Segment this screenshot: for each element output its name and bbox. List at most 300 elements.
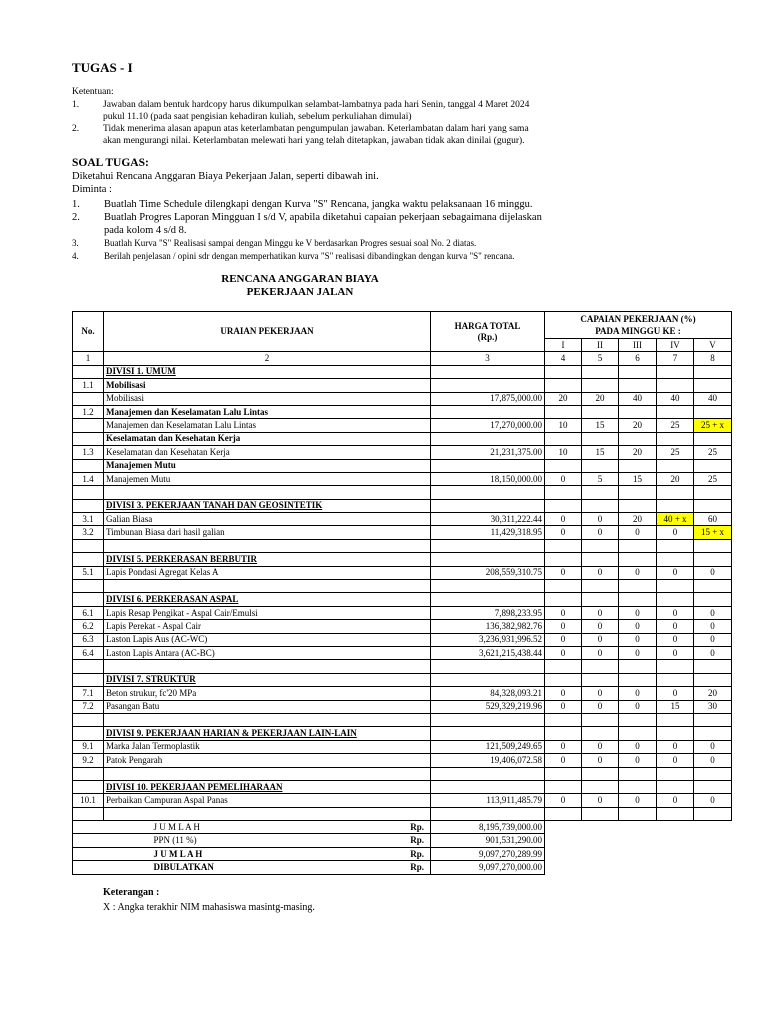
- week-cell: 0: [619, 794, 657, 807]
- week-cell: 0: [582, 526, 619, 539]
- ketentuan-item-number: 2.: [72, 124, 80, 134]
- harga-cell: 121,509,249.65: [431, 740, 545, 753]
- harga-cell: [431, 553, 545, 566]
- table-row: [73, 553, 732, 566]
- summary-blank: [73, 861, 104, 874]
- week-cell-highlighted: 15 + x: [694, 526, 732, 539]
- harga-cell: 84,328,093.21: [431, 687, 545, 700]
- week-cell: 0: [619, 646, 657, 659]
- week-cell: 20: [619, 513, 657, 526]
- uraian-cell: Marka Jalan Termoplastik: [104, 740, 431, 753]
- no-cell: [73, 727, 104, 740]
- uraian-cell: Manajemen dan Keselamatan Lalu Lintas: [104, 419, 431, 432]
- rab-title-line-2: PEKERJAAN JALAN: [246, 286, 354, 298]
- harga-cell: [431, 539, 545, 552]
- column-number: 4: [545, 352, 582, 365]
- table-row: [73, 780, 732, 793]
- summary-currency: Rp.: [410, 848, 424, 859]
- week-cell: [545, 660, 582, 673]
- column-number: 8: [694, 352, 732, 365]
- week-cell: [619, 539, 657, 552]
- ketentuan-item-text: [103, 99, 623, 123]
- keterangan-note: X : Angka terakhir NIM mahasiswa masintg-masing.: [103, 902, 315, 913]
- week-cell: [545, 405, 582, 418]
- uraian-cell: [104, 660, 431, 673]
- week-cell: [657, 713, 694, 726]
- no-cell: 6.3: [73, 633, 104, 646]
- summary-empty: [545, 834, 732, 847]
- week-cell: 0: [545, 513, 582, 526]
- no-cell: 1.2: [73, 405, 104, 418]
- header-uraian: URAIAN PEKERJAAN: [104, 312, 431, 352]
- week-cell: [694, 459, 732, 472]
- week-cell: [582, 673, 619, 686]
- week-cell: [657, 807, 694, 820]
- week-cell: [545, 432, 582, 445]
- no-cell: [73, 767, 104, 780]
- week-header: I: [545, 339, 582, 352]
- week-cell: [657, 580, 694, 593]
- week-cell: 25: [694, 446, 732, 459]
- week-cell: 20: [619, 419, 657, 432]
- week-cell: [545, 539, 582, 552]
- week-cell: [582, 553, 619, 566]
- week-cell: 0: [545, 566, 582, 579]
- harga-cell: [431, 486, 545, 499]
- week-cell: 40: [694, 392, 732, 405]
- header-harga-unit: (Rp.): [477, 331, 498, 342]
- week-cell: [582, 486, 619, 499]
- week-cell: 0: [657, 633, 694, 646]
- division-heading: DIVISI 10. PEKERJAAN PEMELIHARAAN: [104, 780, 431, 793]
- table-row: [73, 593, 732, 606]
- no-cell: [73, 593, 104, 606]
- harga-cell: 18,150,000.00: [431, 472, 545, 485]
- week-cell: [582, 365, 619, 378]
- week-header: V: [694, 339, 732, 352]
- week-cell: [694, 767, 732, 780]
- division-heading: DIVISI 6. PERKERASAN ASPAL: [104, 593, 431, 606]
- harga-cell: [431, 499, 545, 512]
- week-cell: 0: [582, 700, 619, 713]
- column-number: 6: [619, 352, 657, 365]
- week-cell: [545, 767, 582, 780]
- harga-cell: 3,621,215,438.44: [431, 646, 545, 659]
- soal-heading: SOAL TUGAS:: [72, 157, 149, 169]
- week-cell: [545, 365, 582, 378]
- week-cell: [619, 767, 657, 780]
- column-number: 5: [582, 352, 619, 365]
- summary-empty: [545, 847, 732, 860]
- no-cell: [73, 713, 104, 726]
- uraian-cell: Laston Lapis Aus (AC-WC): [104, 633, 431, 646]
- no-cell: [73, 365, 104, 378]
- week-cell: [545, 553, 582, 566]
- uraian-cell: Galian Biasa: [104, 513, 431, 526]
- harga-cell: 30,311,222.44: [431, 513, 545, 526]
- uraian-cell: Mobilisasi: [104, 392, 431, 405]
- week-cell: 0: [657, 646, 694, 659]
- week-cell: 15: [619, 472, 657, 485]
- harga-cell: 21,231,375.00: [431, 446, 545, 459]
- no-cell: 9.1: [73, 740, 104, 753]
- week-cell: [694, 379, 732, 392]
- table-row: [73, 767, 732, 780]
- harga-cell: [431, 713, 545, 726]
- week-cell: 0: [619, 754, 657, 767]
- week-cell: [582, 780, 619, 793]
- week-cell: [657, 486, 694, 499]
- no-cell: 6.2: [73, 620, 104, 633]
- table-row: [73, 687, 732, 700]
- week-cell: [694, 727, 732, 740]
- week-cell: [619, 780, 657, 793]
- week-cell: 0: [657, 566, 694, 579]
- week-cell: [582, 660, 619, 673]
- table-row: [73, 727, 732, 740]
- week-cell: [657, 727, 694, 740]
- soal-item-text: Buatlah Kurva "S" Realisasi sampai dengan Minggu ke V berdasarkan Progres sesuai soal No. 2 diatas.: [104, 238, 477, 248]
- uraian-cell: Patok Pengarah: [104, 754, 431, 767]
- table-colnum-row: [73, 352, 732, 365]
- ketentuan-heading: Ketentuan:: [72, 87, 114, 97]
- soal-item-number: 4.: [72, 251, 79, 261]
- week-cell: 15: [582, 419, 619, 432]
- table-row: [73, 713, 732, 726]
- summary-value: 9,097,270,289.99: [431, 847, 545, 860]
- week-cell: 0: [545, 687, 582, 700]
- week-cell: 0: [694, 633, 732, 646]
- no-cell: [73, 432, 104, 445]
- week-cell: [657, 405, 694, 418]
- subsection-heading: Keselamatan dan Kesehatan Kerja: [104, 432, 431, 445]
- summary-blank: [73, 834, 104, 847]
- soal-item-line: pada kolom 4 s/d 8.: [104, 225, 187, 236]
- week-cell: 0: [582, 646, 619, 659]
- no-cell: 6.4: [73, 646, 104, 659]
- table-row: [73, 513, 732, 526]
- week-cell: 0: [582, 513, 619, 526]
- ketentuan-item-line: akan mengurangi nilai. Keterlambatan melewati hari yang telah ditetapkan, jawaban tidak akan dinilai (gugur).: [103, 136, 525, 146]
- week-cell: 0: [694, 794, 732, 807]
- summary-value: 8,195,739,000.00: [431, 821, 545, 834]
- table-row: [73, 580, 732, 593]
- week-cell: [619, 486, 657, 499]
- week-cell: 0: [582, 740, 619, 753]
- table-row: [73, 499, 732, 512]
- week-cell: 0: [657, 794, 694, 807]
- week-cell: 0: [619, 740, 657, 753]
- week-cell: 15: [657, 700, 694, 713]
- assignment-title: TUGAS - I: [72, 60, 133, 75]
- table-row: [73, 566, 732, 579]
- week-cell: 10: [545, 419, 582, 432]
- summary-uraian: [104, 834, 431, 847]
- table-row: [73, 432, 732, 445]
- summary-uraian: [104, 821, 431, 834]
- summary-blank: [73, 847, 104, 860]
- week-cell: 60: [694, 513, 732, 526]
- week-cell: [694, 580, 732, 593]
- week-cell: [619, 405, 657, 418]
- harga-cell: [431, 807, 545, 820]
- table-row: [73, 646, 732, 659]
- soal-item-text: Buatlah Time Schedule dilengkapi dengan Kurva "S" Rencana, jangka waktu pelaksanaan 16 minggu.: [104, 199, 533, 210]
- week-header: IV: [657, 339, 694, 352]
- week-cell: 0: [582, 620, 619, 633]
- week-cell: [657, 365, 694, 378]
- week-cell: [582, 767, 619, 780]
- division-heading: DIVISI 9. PEKERJAAN HARIAN & PEKERJAAN LAIN-LAIN: [104, 727, 431, 740]
- harga-cell: 136,382,982.76: [431, 620, 545, 633]
- week-header: III: [619, 339, 657, 352]
- summary-label: PPN (11 %): [153, 835, 197, 846]
- harga-cell: 11,429,318.95: [431, 526, 545, 539]
- week-cell: 15: [582, 446, 619, 459]
- week-cell: 0: [619, 566, 657, 579]
- table-row: [73, 620, 732, 633]
- harga-cell: 7,898,233.95: [431, 606, 545, 619]
- week-cell: [582, 727, 619, 740]
- week-cell: [582, 580, 619, 593]
- uraian-cell: [104, 539, 431, 552]
- week-cell: [619, 807, 657, 820]
- week-cell: 0: [619, 620, 657, 633]
- header-no: No.: [73, 312, 104, 352]
- week-cell: 5: [582, 472, 619, 485]
- harga-cell: [431, 405, 545, 418]
- no-cell: 5.1: [73, 566, 104, 579]
- week-cell: [657, 432, 694, 445]
- week-cell: [582, 499, 619, 512]
- week-cell: 25: [694, 472, 732, 485]
- summary-currency: Rp.: [410, 861, 424, 872]
- table-row: [73, 472, 732, 485]
- week-cell: [582, 405, 619, 418]
- no-cell: [73, 486, 104, 499]
- uraian-cell: Manajemen Mutu: [104, 472, 431, 485]
- week-cell: [619, 660, 657, 673]
- week-cell: [694, 365, 732, 378]
- week-cell: 20: [619, 446, 657, 459]
- week-cell: 0: [545, 700, 582, 713]
- table-row: [73, 459, 732, 472]
- no-cell: 7.1: [73, 687, 104, 700]
- week-cell: 0: [694, 620, 732, 633]
- uraian-cell: Keselamatan dan Kesehatan Kerja: [104, 446, 431, 459]
- week-cell: 0: [582, 754, 619, 767]
- column-number: 7: [657, 352, 694, 365]
- week-cell: [657, 767, 694, 780]
- uraian-cell: Pasangan Batu: [104, 700, 431, 713]
- soal-item-line: Buatlah Progres Laporan Mingguan I s/d V, apabila diketahui capaian pekerjaan sebagaimana dijelaskan: [104, 212, 542, 223]
- summary-label: DIBULATKAN: [153, 861, 214, 872]
- harga-cell: 208,559,310.75: [431, 566, 545, 579]
- week-cell: [619, 365, 657, 378]
- table-row: [73, 365, 732, 378]
- week-cell: [657, 499, 694, 512]
- header-harga: [431, 312, 545, 352]
- table-row: [73, 606, 732, 619]
- table-header-row: [73, 312, 732, 339]
- week-cell: [694, 553, 732, 566]
- week-cell: [545, 379, 582, 392]
- week-cell: [582, 593, 619, 606]
- uraian-cell: [104, 713, 431, 726]
- week-cell: [619, 673, 657, 686]
- no-cell: 6.1: [73, 606, 104, 619]
- table-row: [73, 419, 732, 432]
- uraian-cell: Lapis Resap Pengikat - Aspal Cair/Emulsi: [104, 606, 431, 619]
- week-cell: 0: [582, 687, 619, 700]
- division-heading: DIVISI 3. PEKERJAAN TANAH DAN GEOSINTETIK: [104, 499, 431, 512]
- summary-row: [73, 834, 732, 847]
- week-cell: [582, 713, 619, 726]
- no-cell: 1.4: [73, 472, 104, 485]
- no-cell: [73, 539, 104, 552]
- week-header: II: [582, 339, 619, 352]
- soal-intro: Diketahui Rencana Anggaran Biaya Pekerjaan Jalan, seperti dibawah ini.: [72, 171, 379, 182]
- uraian-cell: [104, 807, 431, 820]
- table-row: [73, 700, 732, 713]
- week-cell: 0: [545, 740, 582, 753]
- subsection-heading: Manajemen dan Keselamatan Lalu Lintas: [104, 405, 431, 418]
- harga-cell: [431, 767, 545, 780]
- table-row: [73, 526, 732, 539]
- no-cell: 3.1: [73, 513, 104, 526]
- week-cell: 0: [545, 620, 582, 633]
- week-cell: [619, 727, 657, 740]
- week-cell: 0: [657, 754, 694, 767]
- week-cell: 0: [545, 526, 582, 539]
- column-number: 1: [73, 352, 104, 365]
- week-cell: 0: [694, 646, 732, 659]
- division-heading: DIVISI 7. STRUKTUR: [104, 673, 431, 686]
- ketentuan-item-line: Jawaban dalam bentuk hardcopy harus dikumpulkan selambat-lambatnya pada hari Senin, tanggal 4 Maret 2024: [103, 100, 530, 110]
- week-cell: 0: [619, 633, 657, 646]
- no-cell: [73, 459, 104, 472]
- summary-empty: [545, 821, 732, 834]
- soal-diminta: Diminta :: [72, 184, 112, 195]
- week-cell: 0: [657, 526, 694, 539]
- ketentuan-item-text: [103, 123, 623, 147]
- week-cell: [582, 379, 619, 392]
- no-cell: 3.2: [73, 526, 104, 539]
- week-cell: 0: [657, 740, 694, 753]
- no-cell: [73, 392, 104, 405]
- table-row: [73, 794, 732, 807]
- subsection-heading: Mobilisasi: [104, 379, 431, 392]
- no-cell: 9.2: [73, 754, 104, 767]
- harga-cell: [431, 459, 545, 472]
- subsection-heading: Manajemen Mutu: [104, 459, 431, 472]
- harga-cell: [431, 660, 545, 673]
- week-cell: [545, 580, 582, 593]
- ketentuan-item-line: pukul 11.10 (pada saat pengisian kehadiran kuliah, sebelum perkuliahan dimulai): [103, 112, 412, 122]
- week-cell: [694, 486, 732, 499]
- no-cell: 7.2: [73, 700, 104, 713]
- week-cell: 0: [582, 606, 619, 619]
- week-cell: [694, 593, 732, 606]
- week-cell: 40: [657, 392, 694, 405]
- no-cell: 1.1: [73, 379, 104, 392]
- division-heading: DIVISI 1. UMUM: [104, 365, 431, 378]
- week-cell: [657, 593, 694, 606]
- summary-blank: [73, 821, 104, 834]
- soal-item-text: [104, 211, 644, 237]
- week-cell: [694, 499, 732, 512]
- week-cell: 0: [582, 566, 619, 579]
- summary-row: [73, 847, 732, 860]
- soal-item-text: Berilah penjelasan / opini sdr dengan memperhatikan kurva "S" realisasi dibandingkan dengan kurva "S" rencana.: [104, 251, 515, 261]
- table-row: [73, 405, 732, 418]
- header-capaian-label: CAPAIAN PEKERJAAN (%): [580, 314, 696, 324]
- table-row: [73, 754, 732, 767]
- summary-currency: Rp.: [410, 835, 424, 846]
- week-cell: [657, 660, 694, 673]
- soal-item-number: 1.: [72, 199, 80, 210]
- week-cell: [694, 432, 732, 445]
- week-cell: 0: [545, 472, 582, 485]
- week-cell: [694, 539, 732, 552]
- week-cell-highlighted: 25 + x: [694, 419, 732, 432]
- uraian-cell: Lapis Pondasi Agregat Kelas A: [104, 566, 431, 579]
- week-cell: 0: [657, 687, 694, 700]
- summary-empty: [545, 861, 732, 874]
- uraian-cell: Timbunan Biasa dari hasil galian: [104, 526, 431, 539]
- header-capaian: [545, 312, 732, 339]
- week-cell: 0: [582, 633, 619, 646]
- summary-value: 901,531,290.00: [431, 834, 545, 847]
- week-cell: [545, 780, 582, 793]
- week-cell: [694, 405, 732, 418]
- rab-title-line-1: RENCANA ANGGARAN BIAYA: [221, 273, 379, 285]
- table-row: [73, 633, 732, 646]
- week-cell: 0: [619, 700, 657, 713]
- harga-cell: [431, 365, 545, 378]
- week-cell: 0: [657, 620, 694, 633]
- no-cell: [73, 499, 104, 512]
- week-cell: [582, 432, 619, 445]
- harga-cell: [431, 580, 545, 593]
- rab-table: [72, 311, 732, 875]
- soal-item-number: 2.: [72, 212, 80, 223]
- harga-cell: [431, 432, 545, 445]
- uraian-cell: Perbaikan Campuran Aspal Panas: [104, 794, 431, 807]
- week-cell: 0: [694, 740, 732, 753]
- week-cell: [657, 379, 694, 392]
- no-cell: [73, 419, 104, 432]
- table-row: [73, 660, 732, 673]
- harga-cell: 19,406,072.58: [431, 754, 545, 767]
- division-heading: DIVISI 5. PERKERASAN BERBUTIR: [104, 553, 431, 566]
- harga-cell: [431, 780, 545, 793]
- week-cell: [694, 807, 732, 820]
- week-cell: 0: [545, 754, 582, 767]
- week-cell: 10: [545, 446, 582, 459]
- uraian-cell: [104, 486, 431, 499]
- no-cell: [73, 580, 104, 593]
- week-cell: [545, 673, 582, 686]
- week-cell: 0: [657, 606, 694, 619]
- week-cell: 0: [619, 687, 657, 700]
- week-cell: [694, 673, 732, 686]
- table-row: [73, 673, 732, 686]
- summary-row: [73, 821, 732, 834]
- week-cell: [545, 486, 582, 499]
- soal-item-number: 3.: [72, 238, 79, 248]
- week-cell: 20: [582, 392, 619, 405]
